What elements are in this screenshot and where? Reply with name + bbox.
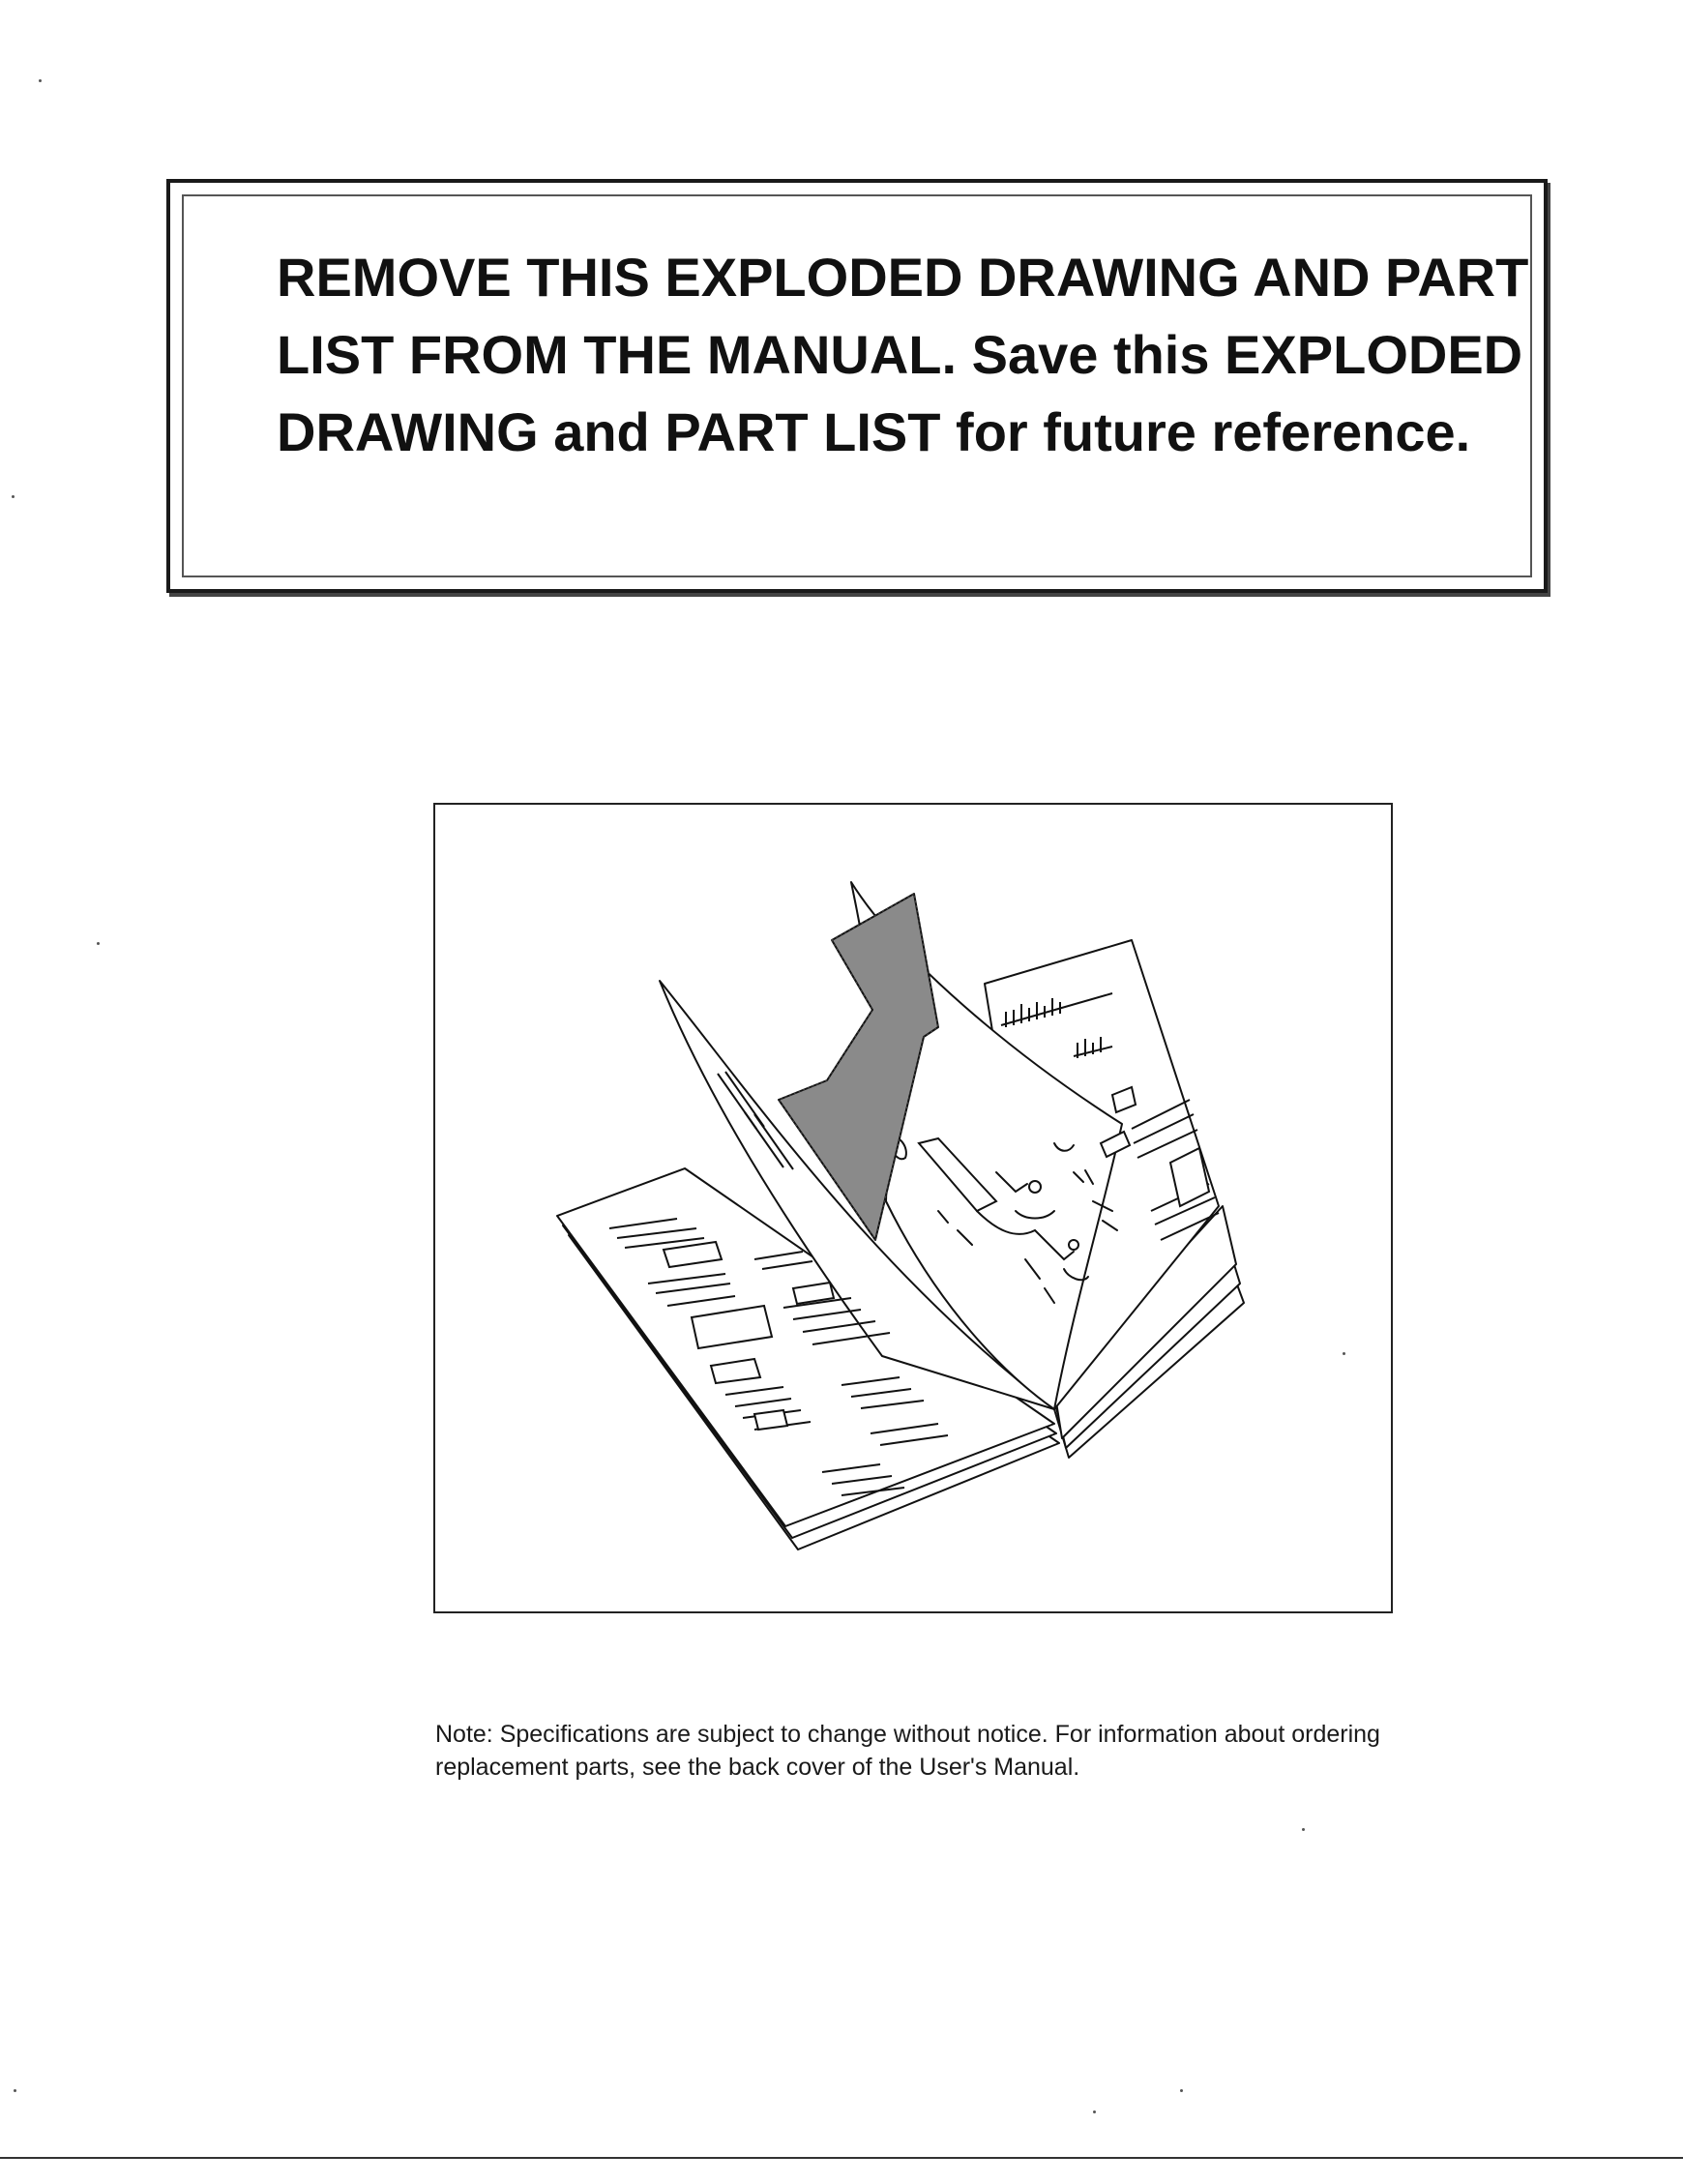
scan-speck xyxy=(1302,1828,1305,1831)
bottom-rule xyxy=(0,2157,1683,2159)
scan-speck xyxy=(39,79,42,82)
scan-speck xyxy=(12,495,15,498)
manual-illustration-frame xyxy=(433,803,1393,1613)
scan-speck xyxy=(97,942,100,945)
scan-speck xyxy=(1180,2089,1183,2092)
notice-box xyxy=(166,179,1548,593)
specifications-note: Note: Specifications are subject to change without notice. For information about ordering replacement parts, see the back cover of the User's Manual. xyxy=(435,1721,1380,1781)
scan-speck xyxy=(1343,1352,1345,1355)
open-manual-with-foldout-page-and-arrow-icon xyxy=(435,805,1391,1611)
scan-speck xyxy=(14,2089,16,2092)
notice-text: REMOVE THIS EXPLODED DRAWING AND PART LIST FROM THE MANUAL. Save this EXPLODED DRAWING and PART LIST for future reference. xyxy=(277,247,1529,462)
scan-speck xyxy=(1093,2110,1096,2113)
